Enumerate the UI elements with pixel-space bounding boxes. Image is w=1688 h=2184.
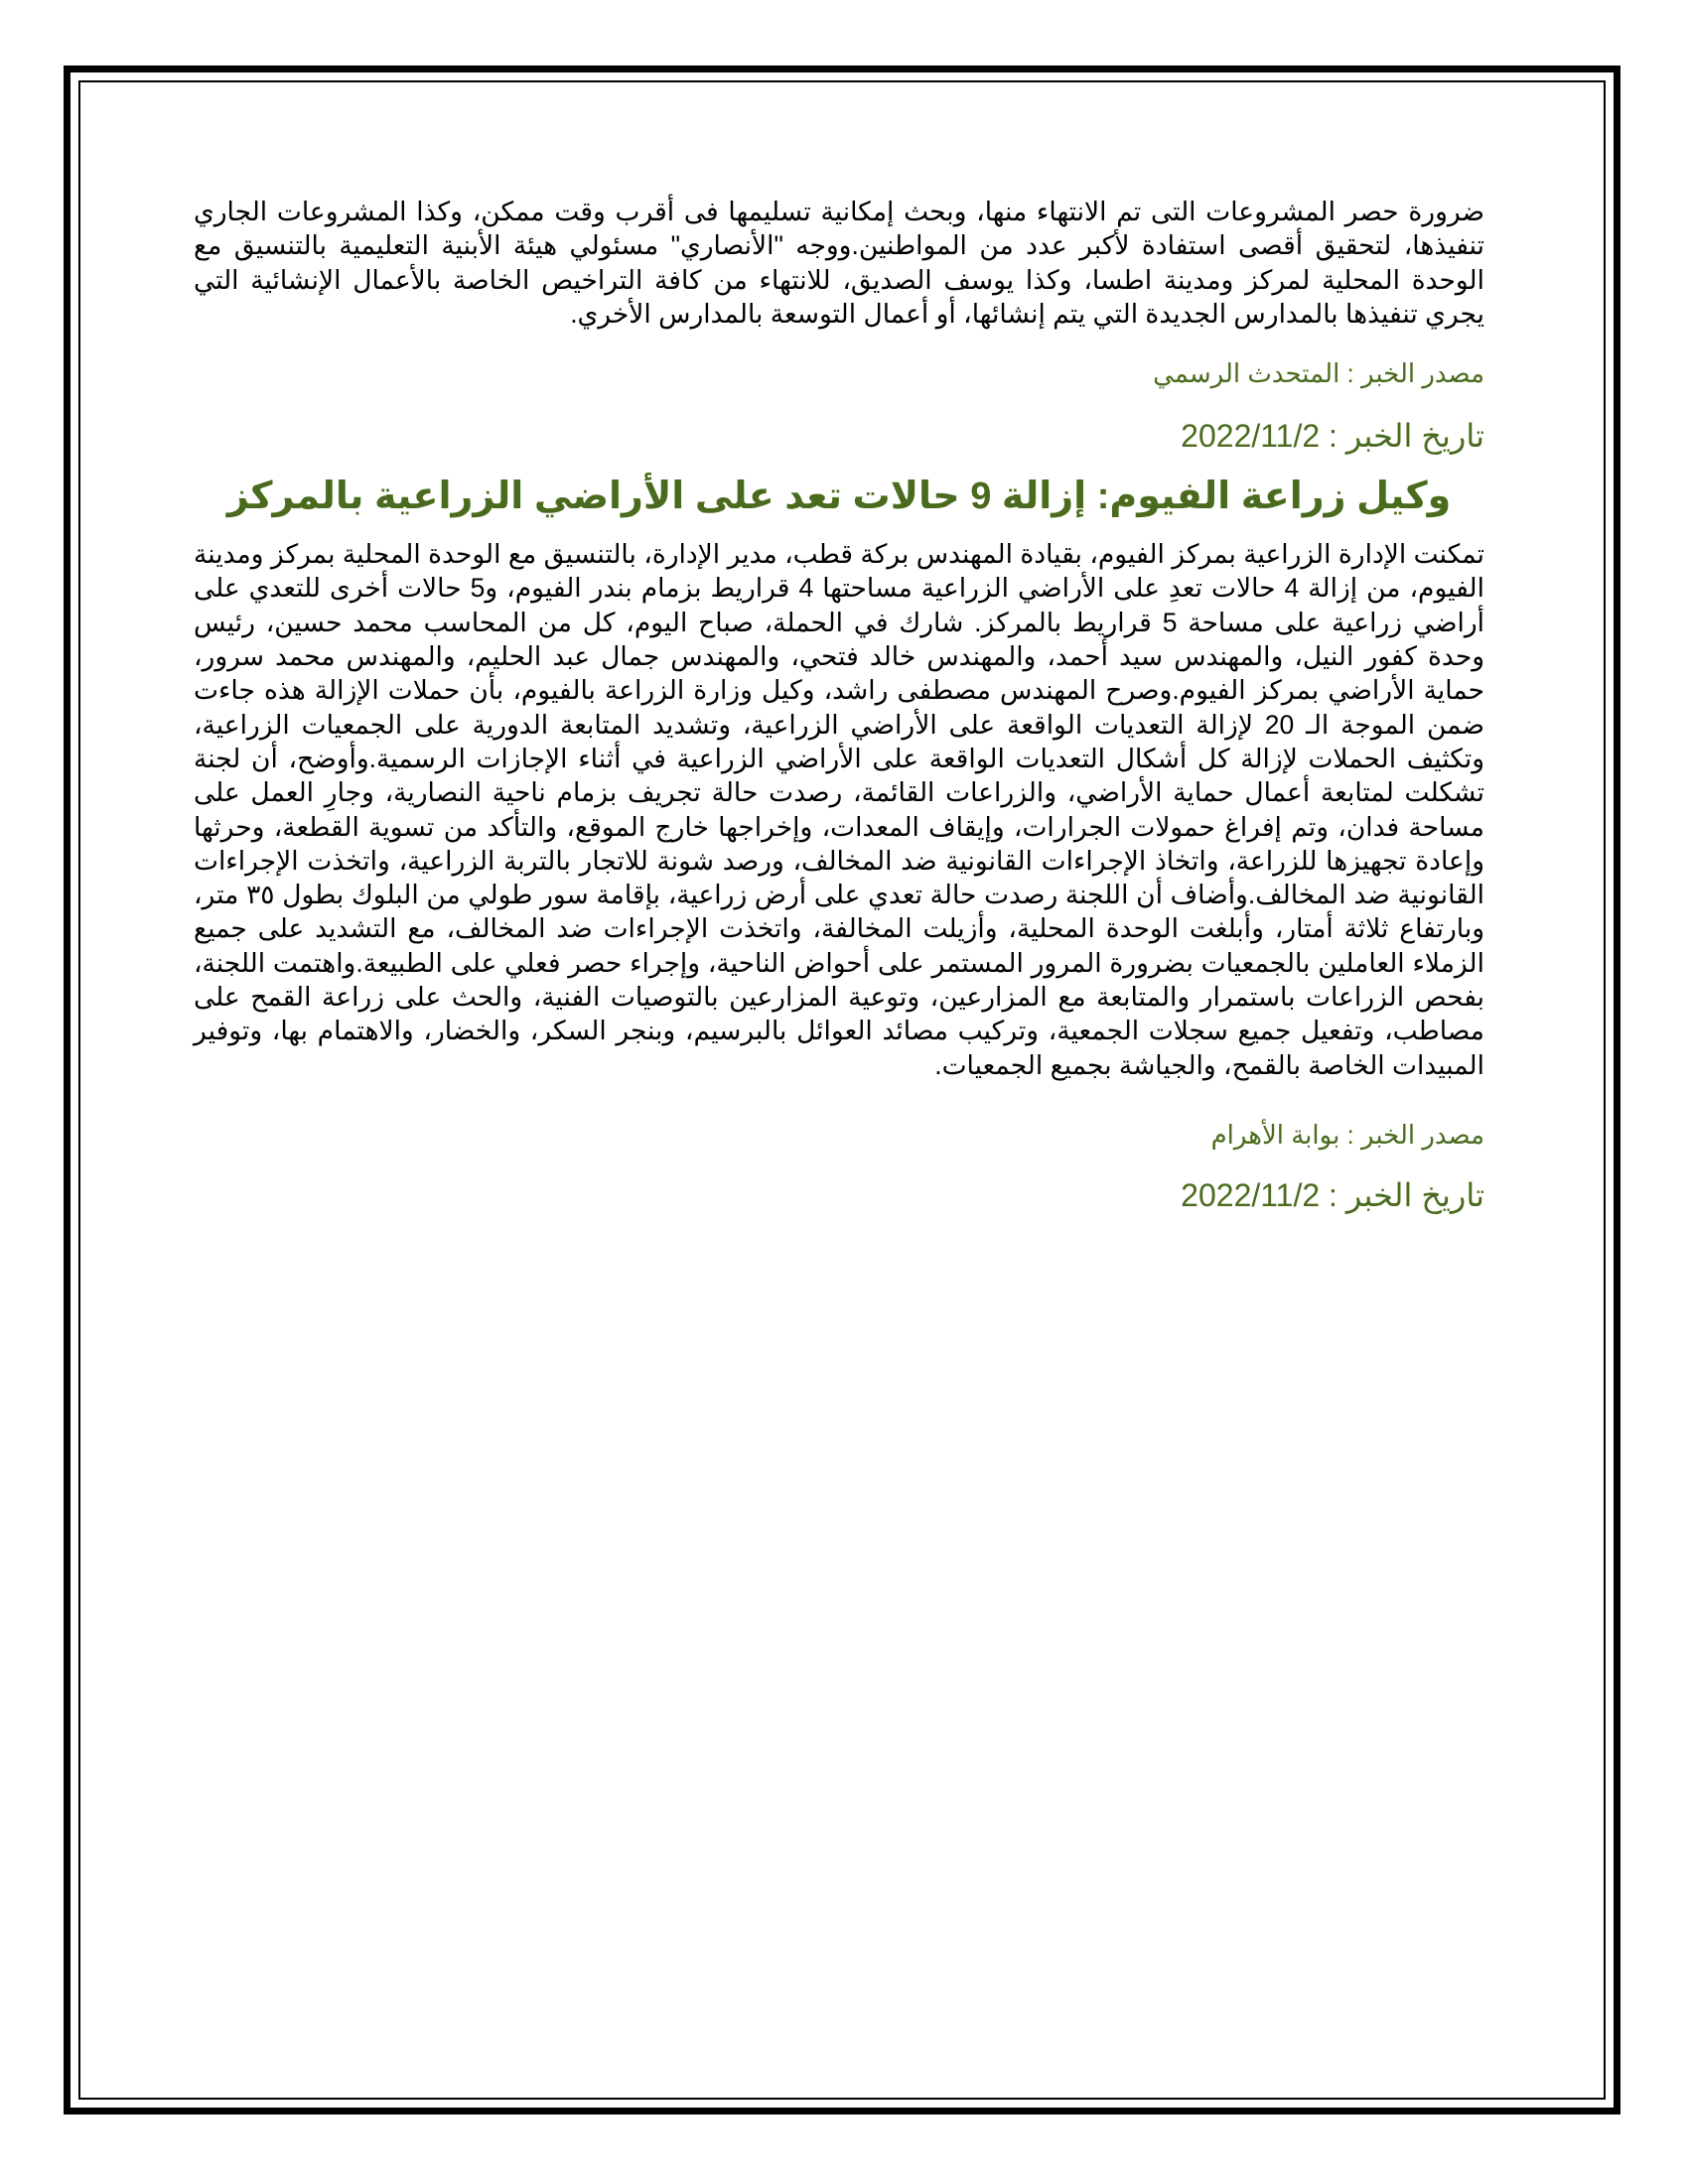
article-2-date: تاريخ الخبر : 2022/11/2	[1181, 1176, 1484, 1213]
document-content	[194, 195, 1484, 1215]
article-2-body: تمكنت الإدارة الزراعية بمركز الفيوم، بقيادة المهندس بركة قطب، مدير الإدارة، بالتنسيق مع الوحدة المحلية بمركز ومدينة الفيوم، من إزالة 4 حالات تعدِ على الأراضي الزراعية مساحتها 4 قراريط بزمام بندر الفيوم، و5 حالات أخرى للتعدي على أراضي زراعية على مساحة 5 قراريط بالمركز. شارك في الحملة، صباح اليوم، كل من المحاسب محمد حسين، رئيس وحدة كفور النيل، والمهندس سيد أحمد، والمهندس خالد فتحي، والمهندس جمال عبد الحليم، والمهندس محمد سرور، حماية الأراضي بمركز الفيوم.وصرح المهندس مصطفى راشد، وكيل وزارة الزراعة بالفيوم، بأن حملات الإزالة هذه جاءت ضمن الموجة الـ 20 لإزالة التعديات الواقعة على الأراضي الزراعية، وتشديد المتابعة الدورية على الجمعيات الزراعية، وتكثيف الحملات لإزالة كل أشكال التعديات الواقعة على الأراضي الزراعية في أثناء الإجازات الرسمية.وأوضح، أن لجنة تشكلت لمتابعة أعمال حماية الأراضي، والزراعات القائمة، رصدت حالة تجريف بزمام ناحية النصارية، وجارِ العمل على مساحة فدان، وتم إفراغ حمولات الجرارات، وإيقاف المعدات، وإخراجها خارج الموقع، والتأكد من تسوية القطعة، وحرثها وإعادة تجهيزها للزراعة، واتخاذ الإجراءات القانونية ضد المخالف، ورصد شونة للاتجار بالتربة الزراعية، واتخذت الإجراءات القانونية ضد المخالف.وأضاف أن اللجنة رصدت حالة تعدي على أرض زراعية، بإقامة سور طولي من البلوك بطول ٣٥ متر، وبارتفاع ثلاثة أمتار، وأبلغت الوحدة المحلية، وأزيلت المخالفة، واتخذت الإجراءات ضد المخالف، مع التشديد على جميع الزملاء العاملين بالجمعيات بضرورة المرور المستمر على أحواض الناحية، وإجراء حصر فعلي على الطبيعة.واهتمت اللجنة، بفحص الزراعات باستمرار والمتابعة مع المزارعين، وتوعية المزارعين بالتوصيات الفنية، والحث على زراعة القمح على مصاطب، وتفعيل جميع سجلات الجمعية، وتركيب مصائد العوائل بالبرسيم، وبنجر السكر، والخضار، والاهتمام بها، وتوفير المبيدات الخاصة بالقمح، والجياشة بجميع الجمعيات.	[194, 539, 1485, 1080]
article-1-body: ضرورة حصر المشروعات التى تم الانتهاء منها، وبحث إمكانية تسليمها فى أقرب وقت ممكن، وكذا المشروعات الجاري تنفيذها، لتحقيق أقصى استفادة لأكبر عدد من المواطنين.ووجه "الأنصاري" مسئولي هيئة الأبنية التعليمية بالتنسيق مع الوحدة المحلية لمركز ومدينة اطسا، وكذا يوسف الصديق، للانتهاء من كافة التراخيص الخاصة بالأعمال الإنشائية التي يجري تنفيذها بالمدارس الجديدة التي يتم إنشائها، أو أعمال التوسعة بالمدارس الأخري.	[194, 197, 1484, 329]
article-2-source: مصدر الخبر : بوابة الأهرام	[1210, 1119, 1484, 1150]
article-1-date: تاريخ الخبر : 2022/11/2	[1181, 418, 1484, 455]
article-1-source: مصدر الخبر : المتحدث الرسمي	[1153, 358, 1484, 389]
article-2-headline: وكيل زراعة الفيوم: إزالة 9 حالات تعد على الأراضي الزراعية بالمركز	[226, 476, 1452, 518]
